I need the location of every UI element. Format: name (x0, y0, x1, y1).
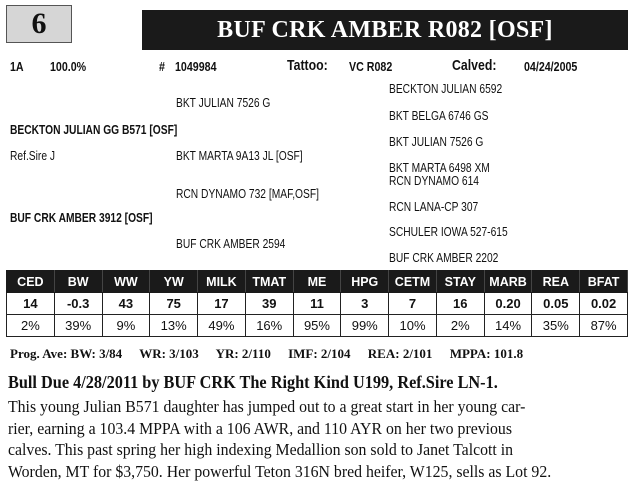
epd-header: WW (102, 271, 150, 293)
tattoo-value: VC R082 (349, 59, 393, 74)
animal-name: BUF CRK AMBER R082 [OSF] (217, 16, 553, 43)
pedigree-dam-dam: BUF CRK AMBER 2594 (176, 237, 286, 251)
epd-value: 3 (341, 293, 389, 315)
epd-value: 0.20 (484, 293, 532, 315)
epd-table (6, 270, 628, 337)
pedigree-sire: BECKTON JULIAN GG B571 [OSF] (10, 123, 178, 137)
lot-code: 1A (10, 59, 24, 74)
epd-percentile: 95% (293, 315, 341, 337)
epd-percentile: 87% (580, 315, 628, 337)
epd-header: MILK (198, 271, 246, 293)
epd-percentile: 10% (389, 315, 437, 337)
epd-value: -0.3 (54, 293, 102, 315)
pedigree-dds: SCHULER IOWA 527-615 (389, 225, 508, 239)
epd-header: ME (293, 271, 341, 293)
epd-percentile: 9% (102, 315, 150, 337)
epd-percentile: 2% (7, 315, 55, 337)
epd-percentile: 13% (150, 315, 198, 337)
progeny-yr: YR: 2/110 (215, 346, 271, 361)
calved-date: 04/24/2005 (524, 59, 578, 74)
epd-value: 0.02 (580, 293, 628, 315)
epd-header: REA (532, 271, 580, 293)
epd-percentile: 39% (54, 315, 102, 337)
epd-header: HPG (341, 271, 389, 293)
pedigree-sire-sire: BKT JULIAN 7526 G (176, 96, 271, 110)
epd-value: 0.05 (532, 293, 580, 315)
epd-value: 16 (436, 293, 484, 315)
pedigree-dsd: RCN LANA-CP 307 (389, 200, 479, 214)
calved-label: Calved: (452, 57, 497, 74)
epd-header: STAY (436, 271, 484, 293)
epd-header: TMAT (245, 271, 293, 293)
pedigree-sss: BECKTON JULIAN 6592 (389, 82, 503, 96)
progeny-summary (10, 346, 537, 362)
pedigree-sire-dam: BKT MARTA 9A13 JL [OSF] (176, 149, 303, 163)
pedigree-ddd: BUF CRK AMBER 2202 (389, 251, 499, 265)
notes-line: calves. This past spring her high indexing Medallion son sold to Janet Talcott in (8, 440, 514, 459)
notes-line: rier, earning a 103.4 MPPA with a 106 AWR, and 110 AYR on her two previous (8, 418, 513, 438)
epd-header: BFAT (580, 271, 628, 293)
epd-header: CETM (389, 271, 437, 293)
epd-percentile-row (7, 315, 628, 337)
epd-percentile: 14% (484, 315, 532, 337)
progeny-wr: WR: 3/103 (139, 346, 199, 361)
registration-number: 1049984 (175, 59, 217, 74)
progeny-bw: Prog. Ave: BW: 3/84 (10, 346, 123, 361)
epd-value: 39 (245, 293, 293, 315)
progeny-imf: IMF: 2/104 (288, 346, 351, 361)
epd-header: YW (150, 271, 198, 293)
epd-percentile: 16% (245, 315, 293, 337)
epd-percentile: 2% (436, 315, 484, 337)
epd-value: 7 (389, 293, 437, 315)
pedigree-sdd: BKT MARTA 6498 XM (389, 161, 490, 175)
progeny-mppa: MPPA: 101.8 (449, 346, 524, 361)
epd-value: 75 (150, 293, 198, 315)
epd-header: BW (54, 271, 102, 293)
epd-values-row (7, 293, 628, 315)
progeny-rea: REA: 2/101 (367, 346, 433, 361)
epd-header: CED (7, 271, 55, 293)
lot-number-box (6, 5, 72, 43)
epd-value: 14 (7, 293, 55, 315)
epd-header-row (7, 271, 628, 293)
percent: 100.0% (50, 59, 87, 74)
notes-line: This young Julian B571 daughter has jumped out to a great start in her young car- (8, 397, 526, 416)
epd-value: 11 (293, 293, 341, 315)
animal-name-banner (142, 10, 628, 50)
epd-percentile: 49% (198, 315, 246, 337)
epd-value: 17 (198, 293, 246, 315)
pedigree-dss: RCN DYNAMO 614 (389, 174, 479, 188)
reg-label: # (159, 59, 165, 74)
pedigree-dam-sire: RCN DYNAMO 732 [MAF,OSF] (176, 187, 319, 201)
pedigree-dam: BUF CRK AMBER 3912 [OSF] (10, 211, 153, 225)
lot-notes (8, 396, 622, 482)
pedigree-sds: BKT JULIAN 7526 G (389, 135, 484, 149)
epd-header: MARB (484, 271, 532, 293)
epd-value: 43 (102, 293, 150, 315)
pedigree-ssd: BKT BELGA 6746 GS (389, 109, 489, 123)
epd-percentile: 99% (341, 315, 389, 337)
notes-line: Worden, MT for $3,750. Her powerful Teton 316N bred heifer, W125, sells as Lot 92. (8, 461, 552, 481)
pedigree-sire-note: Ref.Sire J (10, 149, 56, 163)
tattoo-label: Tattoo: (287, 57, 328, 74)
lot-number: 6 (31, 7, 47, 40)
epd-percentile: 35% (532, 315, 580, 337)
bred-headline: Bull Due 4/28/2011 by BUF CRK The Right Kind U199, Ref.Sire LN-1. (8, 372, 498, 392)
